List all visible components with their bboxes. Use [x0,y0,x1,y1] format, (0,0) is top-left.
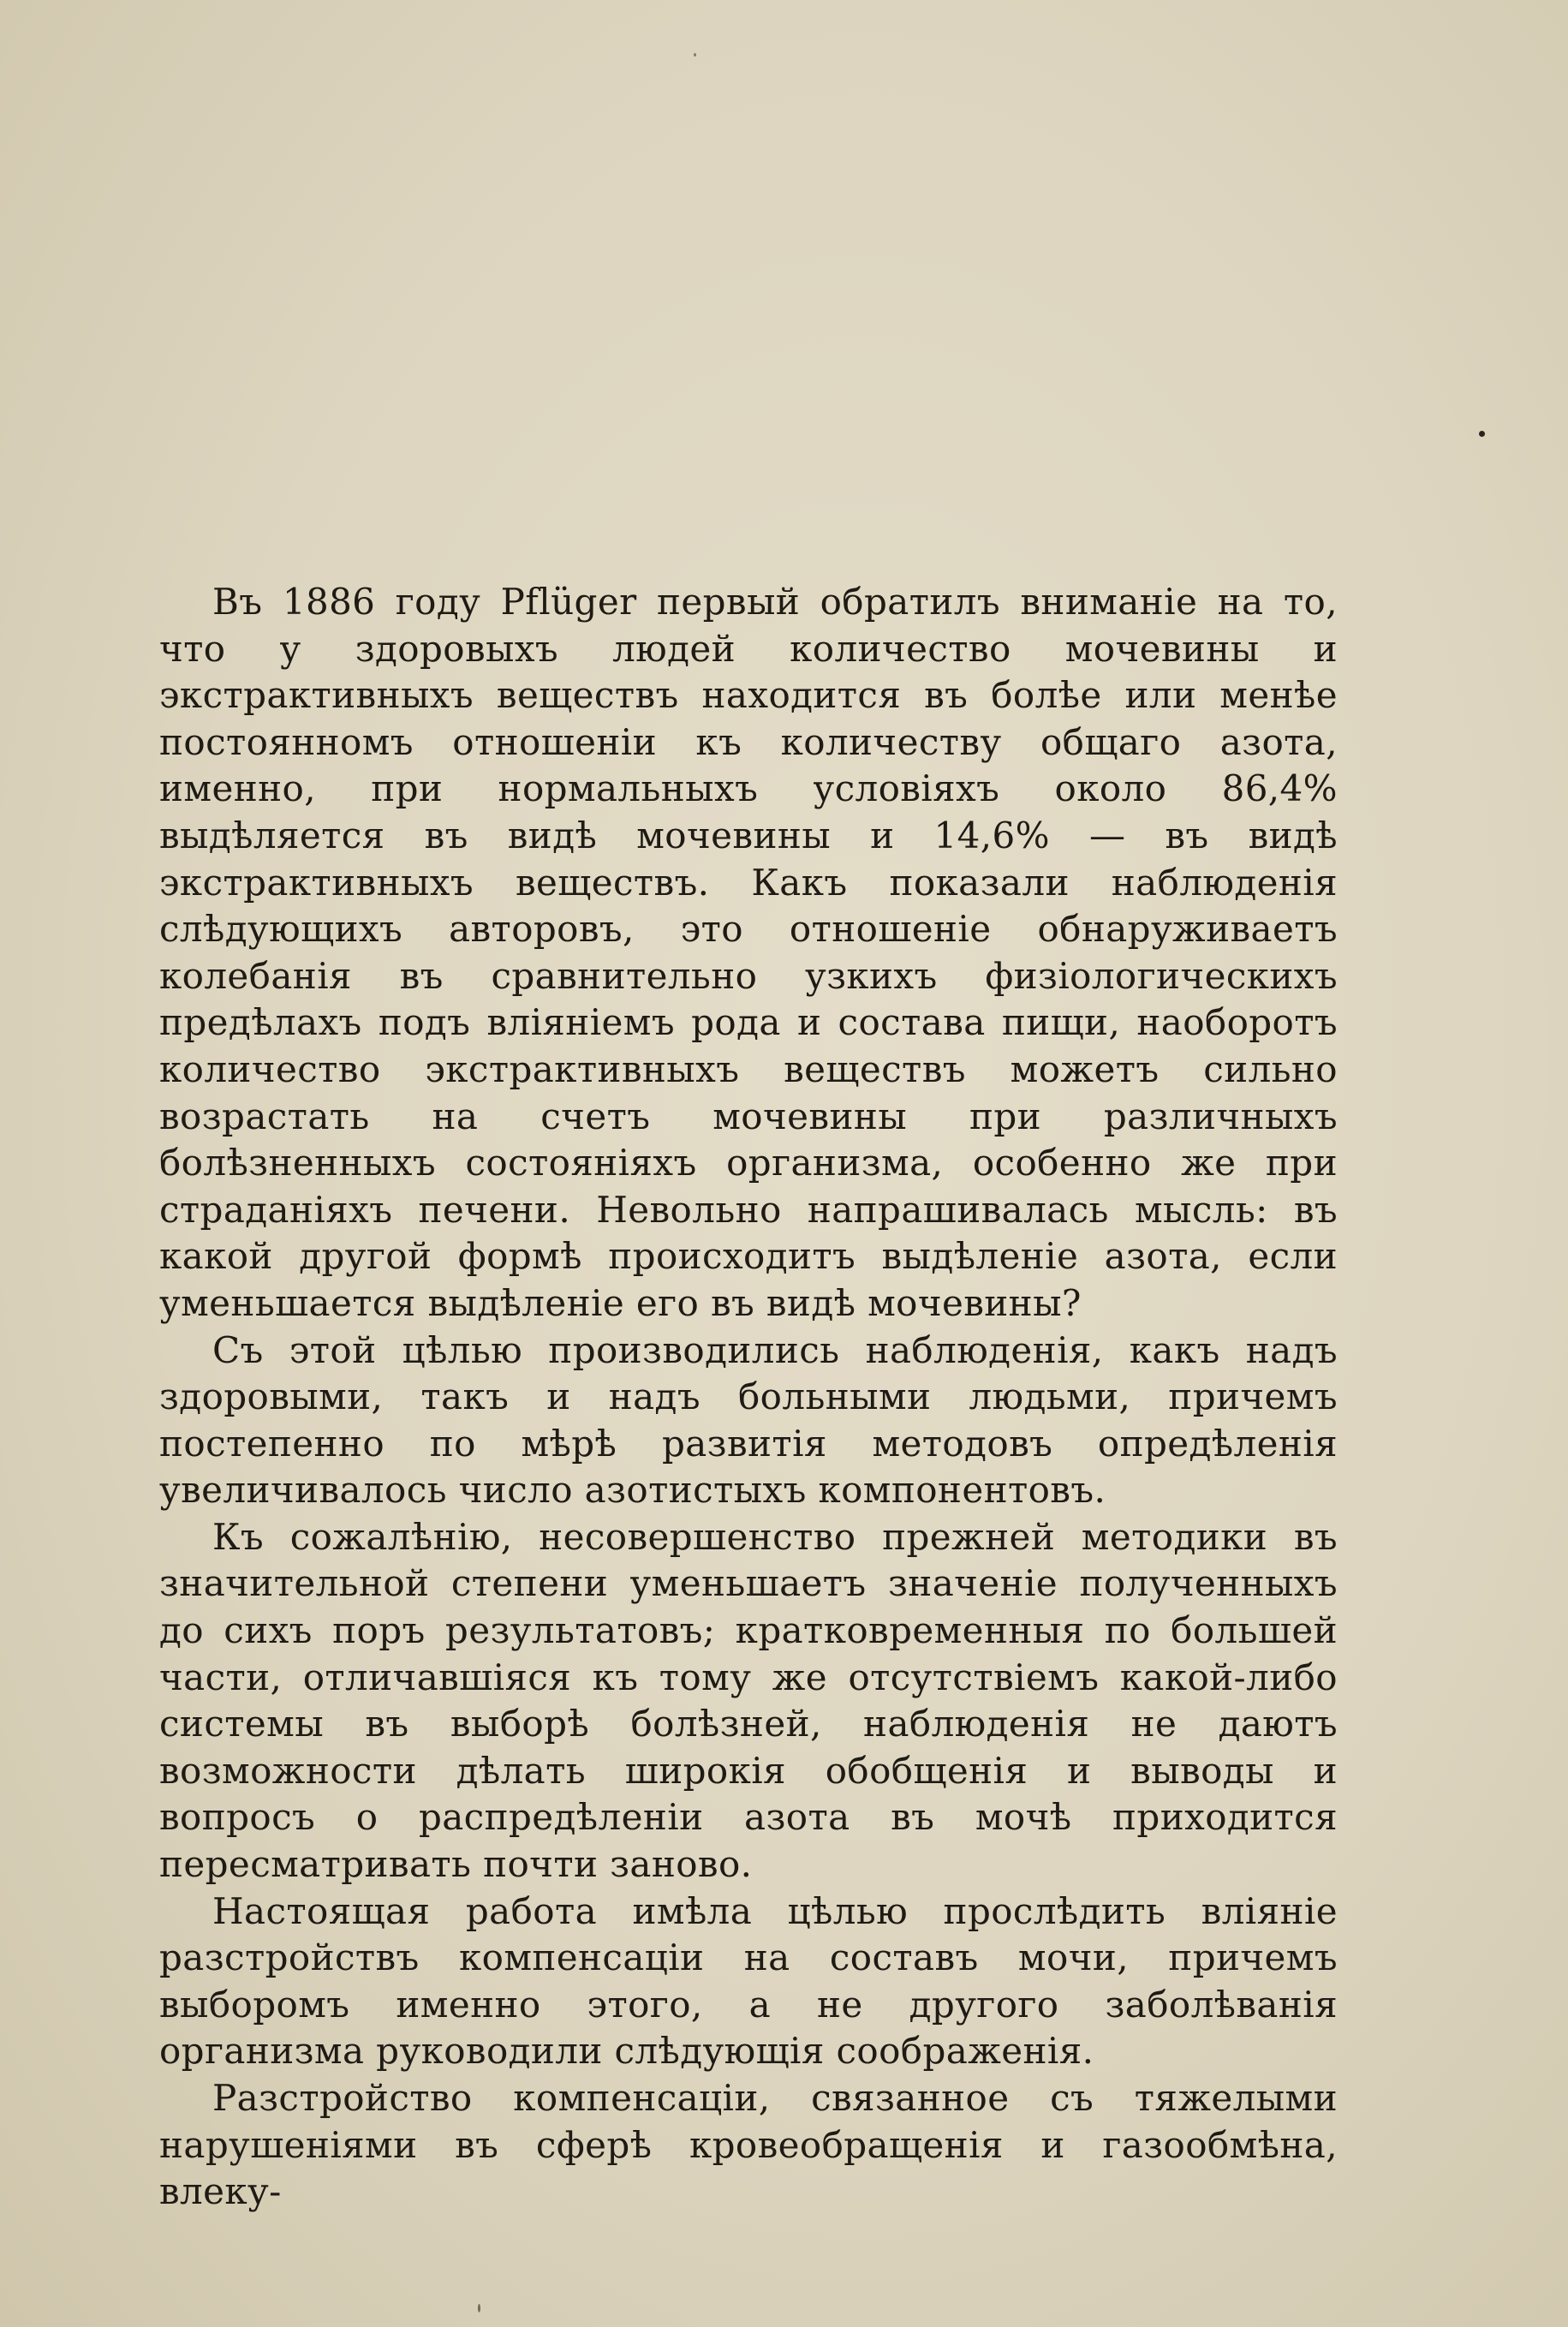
paragraph: Съ этой цѣлью производились наблюденія, какъ надъ здоровыми, такъ и надъ больными людьми, причемъ постепенно по мѣрѣ развитія методовъ опредѣленія увеличивалось число азотистыхъ компонентовъ. [159,1328,1338,1512]
paragraph: Къ сожалѣнію, несовершенство прежней методики въ значительной степени уменьшаетъ значеніе полученныхъ до сихъ поръ результатовъ; кратковременныя по большей части, отличавшіяся къ тому же отсутствіемъ какой-либо системы въ выборѣ болѣзней, наблюденія не даютъ возможности дѣлать широкія обобщенія и выводы и вопросъ о распредѣленіи азота въ мочѣ приходится пересматривать почти заново. [159,1515,1338,1886]
paragraph: Разстройство компенсаціи, связанное съ тяжелыми нарушеніями въ сферѣ кровеобращенія и газообмѣна, влеку- [159,2077,1338,2213]
show-through-bleed [257,146,1353,591]
paragraph: Настоящая работа имѣла цѣлью прослѣдить вліяніе разстройствъ компенсаціи на составъ мочи, причемъ выборомъ именно этого, а не другого заболѣванія организма руководили слѣдующія соображенія. [159,1889,1338,2073]
ink-speck [694,53,696,57]
ink-speck [478,2304,480,2312]
paragraph: Въ 1886 году Pflüger первый обратилъ вниманіе на то, что у здоровыхъ людей количество мочевины и экстрактивныхъ веществъ находится въ болѣе или менѣе постоянномъ отношеніи къ количеству общаго азота, именно, при нормальныхъ условіяхъ около 86,4% выдѣляется въ видѣ мочевины и 14,6% — въ видѣ экстрактивныхъ веществъ. Какъ показали наблюденія слѣдующихъ авторовъ, это отношеніе обнаруживаетъ колебанія въ сравнительно узкихъ физіологическихъ предѣлахъ подъ вліяніемъ рода и состава пищи, наоборотъ количество экстрактивныхъ веществъ можетъ сильно возрастать на счетъ мочевины при различныхъ болѣзненныхъ состояніяхъ организма, особенно же при страданіяхъ печени. Невольно напрашивалась мысль: въ какой другой формѣ происходитъ выдѣленіе азота, если уменьшается выдѣленіе его въ видѣ мочевины? [159,581,1338,1324]
body-text [159,579,1338,2216]
ink-speck [1479,431,1485,437]
